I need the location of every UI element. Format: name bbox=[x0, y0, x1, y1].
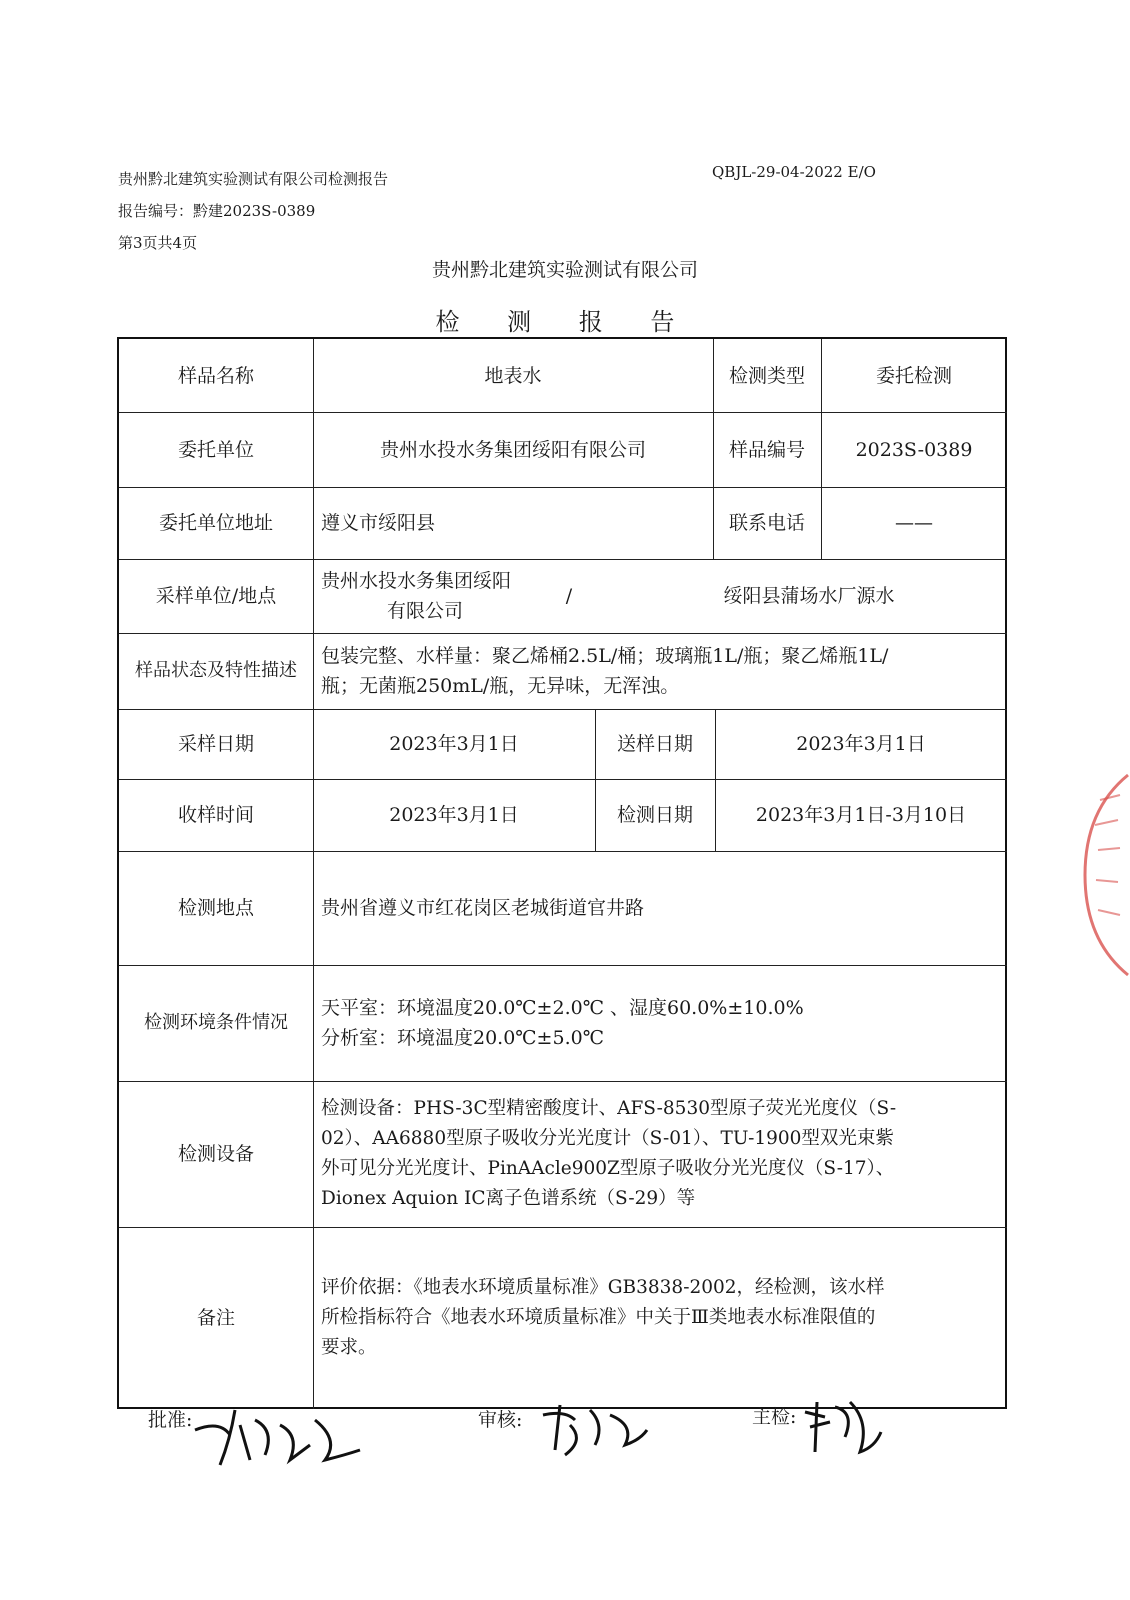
client-address-value: 遵义市绥阳县 bbox=[321, 512, 436, 534]
sample-state-label: 样品状态及特性描述 bbox=[135, 660, 297, 681]
document-code: QBJL-29-04-2022 E/O bbox=[712, 163, 876, 181]
sample-state-line1: 包装完整、水样量：聚乙烯桶2.5L/桶；玻璃瓶1L/瓶；聚乙烯瓶1L/ bbox=[321, 645, 889, 667]
test-place-label: 检测地点 bbox=[177, 897, 254, 919]
receive-time-value: 2023年3月1日 bbox=[389, 804, 519, 826]
sampling-unit-line2: 有限公司 bbox=[387, 600, 464, 622]
report-table bbox=[117, 337, 1007, 1409]
report-number: 报告编号：黔建2023S-0389 bbox=[118, 202, 316, 220]
company-name: 贵州黔北建筑实验测试有限公司 bbox=[431, 259, 698, 281]
environment-line2: 分析室：环境温度20.0℃±5.0℃ bbox=[321, 1027, 604, 1049]
sampling-date-label: 采样日期 bbox=[177, 733, 254, 755]
page-indicator: 第3页共4页 bbox=[118, 234, 198, 252]
environment-label: 检测环境条件情况 bbox=[144, 1012, 288, 1033]
remark-value bbox=[313, 1227, 1007, 1409]
remark-line3: 要求。 bbox=[321, 1337, 377, 1358]
sampling-date-value: 2023年3月1日 bbox=[389, 733, 519, 755]
sample-state-line2: 瓶；无菌瓶250mL/瓶，无异味，无浑浊。 bbox=[321, 675, 680, 697]
sample-name-value: 地表水 bbox=[484, 364, 542, 387]
page-title: 检 测 报 告 bbox=[435, 308, 695, 336]
remark-line2: 所检指标符合《地表水环境质量标准》中关于Ⅲ类地表水标准限值的 bbox=[321, 1307, 876, 1328]
review-label: 审核: bbox=[478, 1409, 523, 1431]
environment-value bbox=[313, 965, 1007, 1081]
test-date-label: 检测日期 bbox=[616, 804, 693, 826]
test-type-value: 委托检测 bbox=[875, 364, 952, 387]
test-type-label: 检测类型 bbox=[728, 364, 805, 387]
equipment-line2: 02）、AA6880型原子吸收分光光度计（S-01）、TU-1900型双光束紫 bbox=[321, 1128, 894, 1149]
equipment-line3: 外可见分光光度计、PinAAcle900Z型原子吸收分光光度仪（S-17）、 bbox=[321, 1158, 895, 1179]
review-signature bbox=[535, 1395, 655, 1465]
client-value: 贵州水投水务集团绥阳有限公司 bbox=[379, 438, 646, 461]
sample-no-label: 样品编号 bbox=[728, 438, 805, 461]
environment-line1: 天平室：环境温度20.0℃±2.0℃ 、湿度60.0%±10.0% bbox=[321, 997, 804, 1019]
sampling-separator: / bbox=[565, 585, 573, 607]
report-header-title: 贵州黔北建筑实验测试有限公司检测报告 bbox=[118, 170, 389, 188]
sample-no-value: 2023S-0389 bbox=[855, 438, 973, 461]
equipment-label: 检测设备 bbox=[177, 1143, 254, 1165]
phone-value: —— bbox=[895, 512, 933, 534]
receive-time-label: 收样时间 bbox=[177, 804, 254, 826]
sampling-unit-line1: 贵州水投水务集团绥阳 bbox=[321, 570, 512, 592]
delivery-date-value: 2023年3月1日 bbox=[796, 733, 926, 755]
client-label: 委托单位 bbox=[177, 438, 254, 461]
sample-name-label: 样品名称 bbox=[177, 364, 254, 387]
phone-label: 联系电话 bbox=[728, 512, 805, 534]
equipment-line1: 检测设备：PHS-3C型精密酸度计、AFS-8530型原子荧光光度仪（S- bbox=[321, 1098, 897, 1119]
remark-line1: 评价依据：《地表水环境质量标准》GB3838-2002，经检测，该水样 bbox=[321, 1277, 885, 1298]
approve-signature bbox=[190, 1400, 370, 1470]
approve-label: 批准: bbox=[148, 1409, 193, 1431]
partial-red-seal bbox=[1080, 770, 1130, 980]
equipment-line4: Dionex Aquion IC离子色谱系统（S-29）等 bbox=[321, 1188, 696, 1209]
delivery-date-label: 送样日期 bbox=[616, 733, 693, 755]
test-place-value: 贵州省遵义市红花岗区老城街道官井路 bbox=[321, 897, 645, 919]
sampling-unit-value bbox=[313, 561, 553, 631]
remark-label: 备注 bbox=[196, 1307, 235, 1329]
sampling-place-value: 绥阳县蒲场水厂源水 bbox=[723, 585, 895, 607]
equipment-value bbox=[313, 1081, 1007, 1227]
chief-inspector-label: 主检: bbox=[752, 1406, 797, 1428]
sampling-unit-label: 采样单位/地点 bbox=[155, 585, 277, 607]
client-address-label: 委托单位地址 bbox=[158, 512, 273, 534]
test-date-value: 2023年3月1日-3月10日 bbox=[755, 804, 967, 826]
chief-inspector-signature bbox=[795, 1392, 885, 1464]
sample-state-value bbox=[313, 633, 1007, 709]
